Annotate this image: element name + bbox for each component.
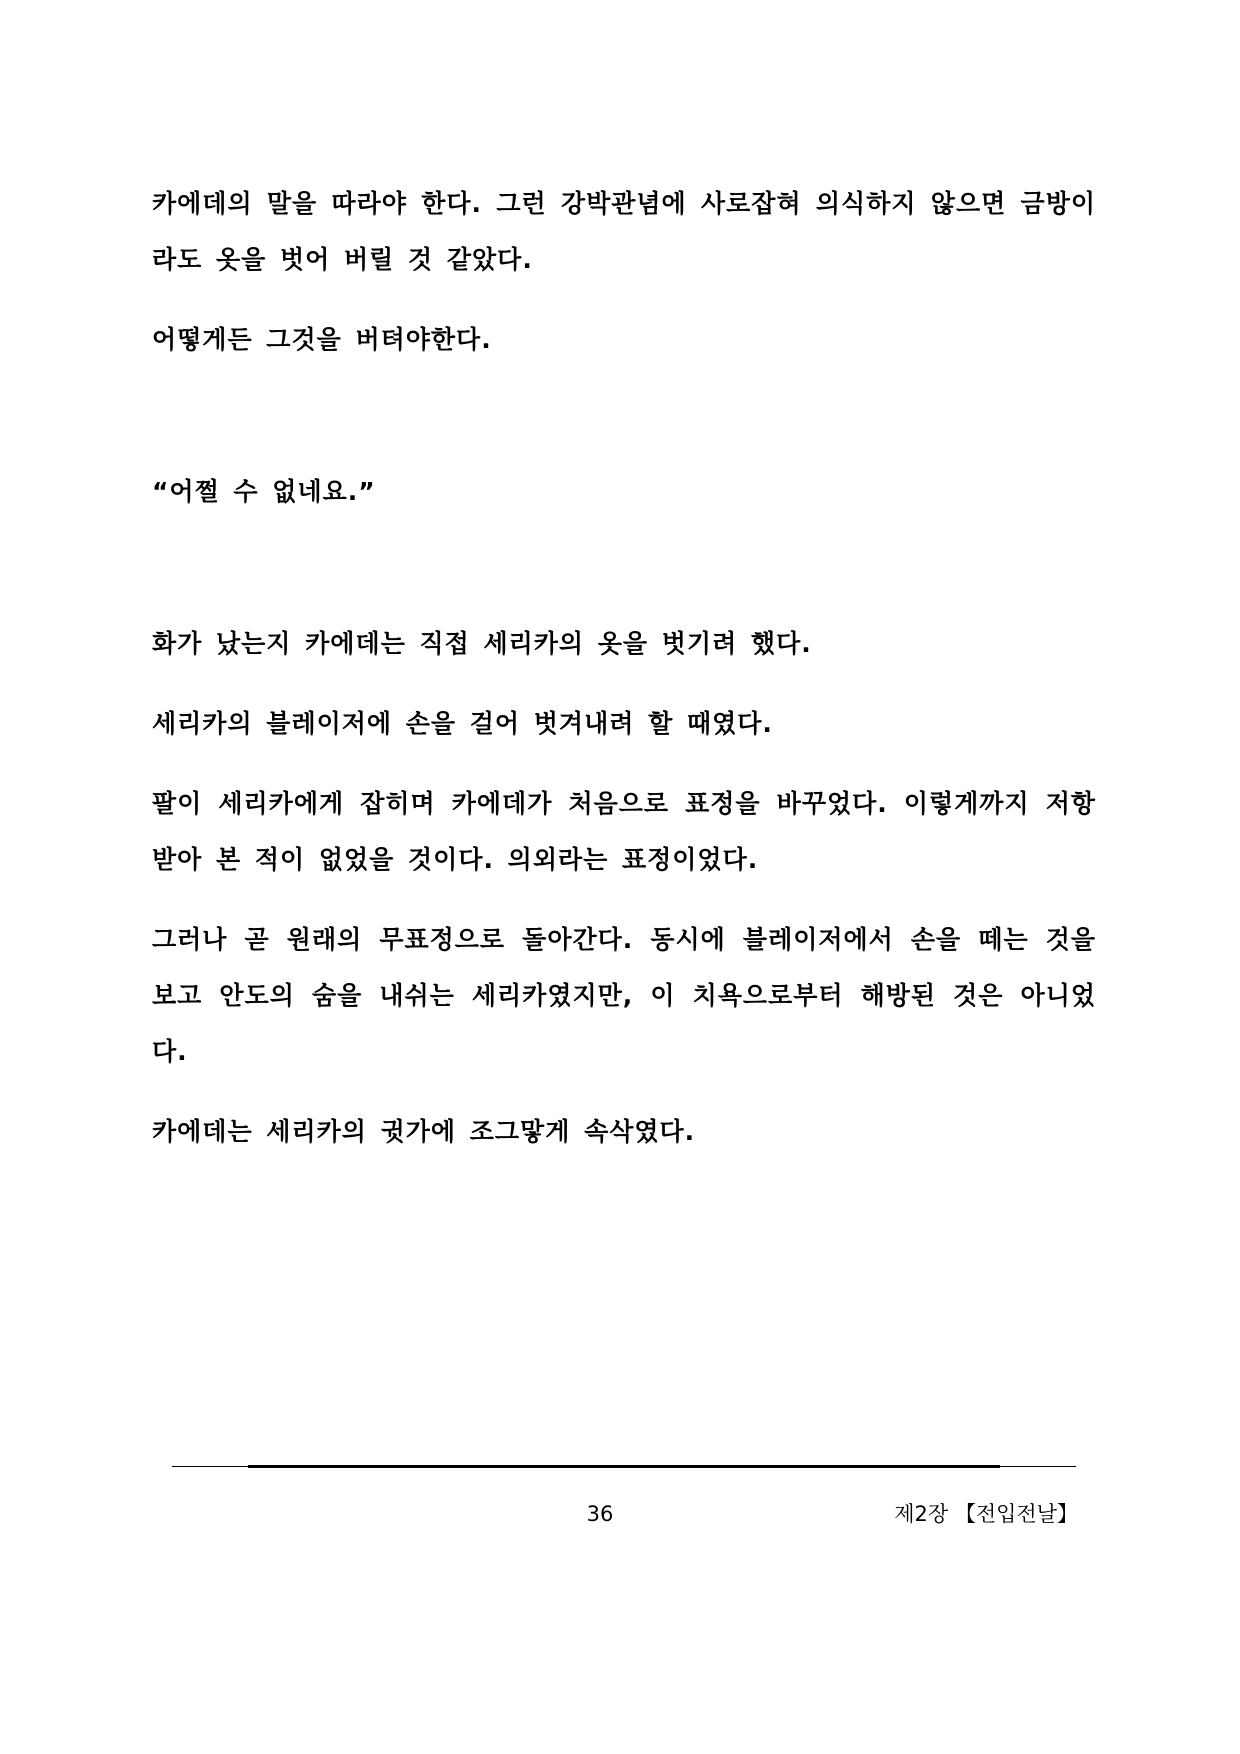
paragraph-3-dialogue: “어쩔 수 없네요.”: [152, 477, 376, 506]
page-number: 36: [586, 1502, 614, 1526]
paragraph-7: 그러나 곧 원래의 무표정으로 돌아간다. 동시에 블레이저에서 손을 떼는 것을 보고 안도의 숨을 내쉬는 세리카였지만, 이 치욕으로부터 해방된 것은 아니었다.: [152, 925, 1096, 1066]
body-text: [152, 176, 1096, 1184]
chapter-title: 제2장 【전입전날】: [894, 1502, 1078, 1526]
blank-line: [152, 392, 1096, 464]
blank-line: [152, 544, 1096, 616]
paragraph-4: 화가 났는지 카에데는 직접 세리카의 옷을 벗기려 했다.: [152, 629, 812, 658]
paragraph-5: 세리카의 블레이저에 손을 걸어 벗겨내려 할 때였다.: [152, 709, 773, 738]
paragraph-8: 카에데는 세리카의 귓가에 조그맣게 속삭였다.: [152, 1117, 696, 1146]
paragraph-1: 카에데의 말을 따라야 한다. 그런 강박관념에 사로잡혀 의식하지 않으면 금방이라도 옷을 벗어 버릴 것 같았다.: [152, 189, 1096, 274]
paragraph-2: 어떻게든 그것을 버텨야한다.: [152, 325, 492, 354]
footer-rule-accent: [248, 1465, 1000, 1468]
paragraph-6: 팔이 세리카에게 잡히며 카에데가 처음으로 표정을 바꾸었다. 이렇게까지 저항받아 본 적이 없었을 것이다. 의외라는 표정이었다.: [152, 789, 1096, 874]
